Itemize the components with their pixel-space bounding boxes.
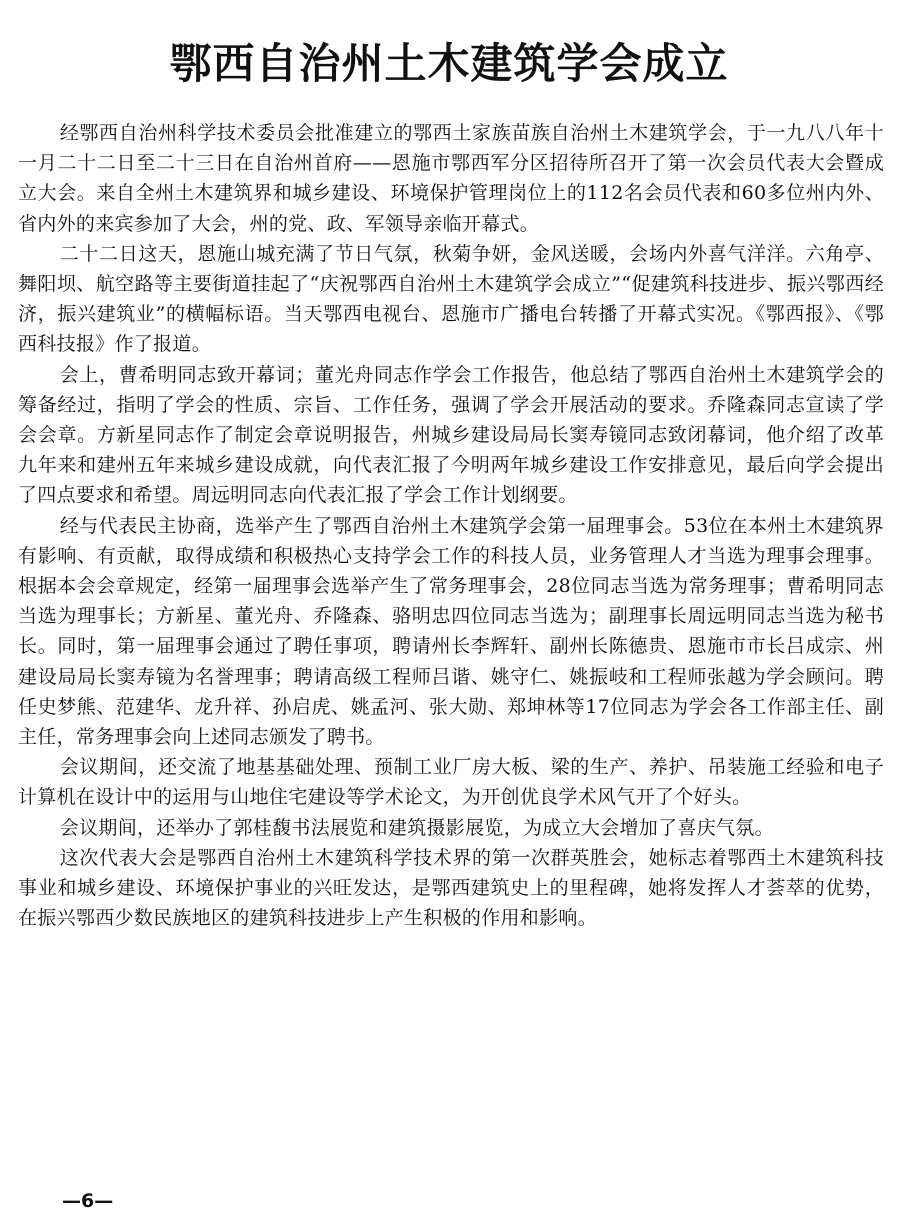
paragraph-7: 这次代表大会是鄂西自治州土木建筑科学技术界的第一次群英胜会，她标志着鄂西土木建筑科技事业和城乡建设、环境保护事业的兴旺发达，是鄂西建筑史上的里程碑，她将发挥人才荟萃的优势，在振兴鄂西少数民族地区的建筑科技进步上产生积极的作用和影响。 (18, 846, 884, 930)
paragraph-1: 经鄂西自治州科学技术委员会批准建立的鄂西土家族苗族自治州土木建筑学会，于一九八八年十一月二十二日至二十三日在自治州首府——恩施市鄂西军分区招待所召开了第一次会员代表大会暨成立大会。来自全州土木建筑界和城乡建设、环境保护管理岗位上的112名会员代表和60多位州内外、省内外的来宾参加了大会，州的党、政、军领导亲临开幕式。 (18, 122, 884, 235)
paragraph-4: 经与代表民主协商，选举产生了鄂西自治州土木建筑学会第一届理事会。53位在本州土木建筑界有影响、有贡献，取得成绩和积极热心支持学会工作的科技人员，业务管理人才当选为理事会理事。根据本会会章规定，经第一届理事会选举产生了常务理事会，28位同志当选为常务理事；曹希明同志当选为理事长；方新星、董光舟、乔隆森、骆明忠四位同志当选为；副理事长周远明同志当选为秘书长。同时，第一届理事会通过了聘任事项，聘请州长李辉轩、副州长陈德贵、恩施市市长吕成宗、州建设局局长窦寿镜为名誉理事；聘请高级工程师吕谐、姚守仁、姚振岐和工程师张越为学会顾问。聘任史梦熊、范建华、龙升祥、孙启虎、姚孟河、张大勋、郑坤林等17位同志为学会各工作部主任、副主任，常务理事会向上述同志颁发了聘书。 (18, 514, 884, 749)
paragraph-6: 会议期间，还举办了郭桂馥书法展览和建筑摄影展览，为成立大会增加了喜庆气氛。 (59, 816, 774, 839)
article-body (18, 118, 884, 933)
article-title: 鄂西自治州土木建筑学会成立 (169, 39, 729, 89)
paragraph-2: 二十二日这天，恩施山城充满了节日气氛，秋菊争妍，金风送暖，会场内外喜气洋洋。六角亭、舞阳坝、航空路等主要街道挂起了“庆祝鄂西自治州土木建筑学会成立”“促建筑科技进步、振兴鄂西经济，振兴建筑业”的横幅标语。当天鄂西电视台、恩施市广播电台转播了开幕式实况。《鄂西报》、《鄂西科技报》作了报道。 (18, 242, 884, 356)
paragraph-3: 会上，曹希明同志致开幕词；董光舟同志作学会工作报告，他总结了鄂西自治州土木建筑学会的筹备经过，指明了学会的性质、宗旨、工作任务，强调了学会开展活动的要求。乔隆森同志宣读了学会会章。方新星同志作了制定会章说明报告，州城乡建设局局长窦寿镜同志致闭幕词，他介绍了改革九年来和建州五年来城乡建设成就，向代表汇报了今明两年城乡建设工作安排意见，最后向学会提出了四点要求和希望。周远明同志向代表汇报了学会工作计划纲要。 (18, 363, 884, 507)
page-number: —6— (62, 1190, 114, 1212)
paragraph-5: 会议期间，还交流了地基基础处理、预制工业厂房大板、梁的生产、养护、吊装施工经验和电子计算机在设计中的运用与山地住宅建设等学术论文，为开创优良学术风气开了个好头。 (18, 756, 884, 809)
